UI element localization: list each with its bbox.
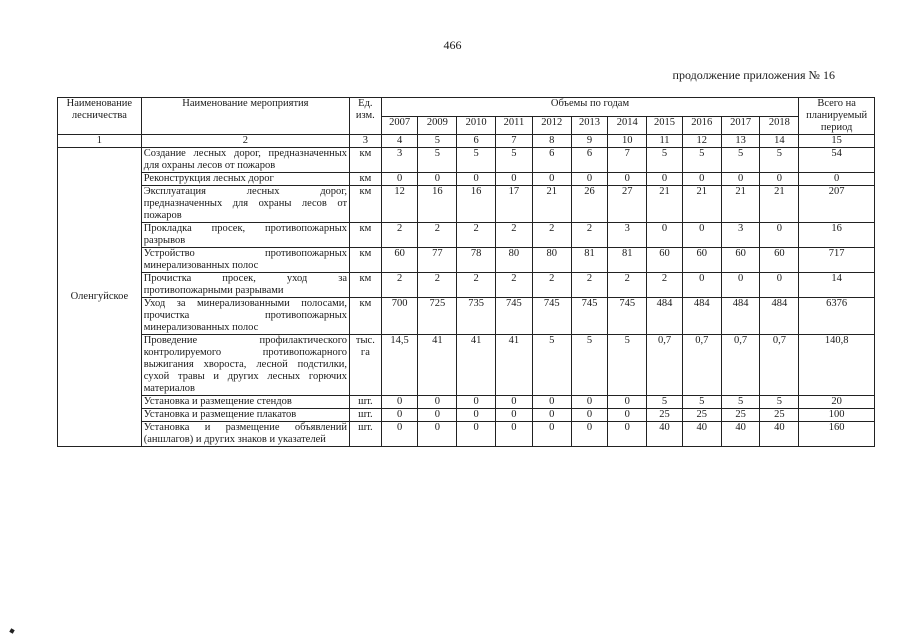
year-value-cell: 25 [682, 409, 721, 422]
forestry-name-cell: Оленгуйское [58, 148, 142, 447]
year-value-cell: 0 [496, 409, 533, 422]
total-cell: 54 [799, 148, 875, 173]
year-value-cell: 5 [418, 148, 457, 173]
activity-name-cell: Прокладка просек, противопожарных разрывов [141, 223, 349, 248]
year-value-cell: 0 [571, 173, 608, 186]
year-value-cell: 484 [721, 298, 760, 335]
column-number: 11 [647, 135, 683, 148]
year-value-cell: 41 [457, 335, 496, 396]
table-row [58, 248, 875, 273]
column-number: 4 [381, 135, 418, 148]
column-number-row [58, 135, 875, 148]
year-value-cell: 26 [571, 186, 608, 223]
header-year: 2013 [571, 116, 608, 135]
column-number: 7 [496, 135, 533, 148]
header-year: 2011 [496, 116, 533, 135]
year-value-cell: 80 [532, 248, 571, 273]
year-value-cell: 5 [571, 335, 608, 396]
year-value-cell: 21 [532, 186, 571, 223]
year-value-cell: 745 [496, 298, 533, 335]
year-value-cell: 60 [682, 248, 721, 273]
page-number: 466 [443, 38, 462, 52]
year-value-cell: 2 [418, 273, 457, 298]
header-year: 2014 [608, 116, 647, 135]
year-value-cell: 0 [418, 173, 457, 186]
year-value-cell: 0 [571, 422, 608, 447]
column-number: 13 [721, 135, 760, 148]
year-value-cell: 40 [647, 422, 683, 447]
year-value-cell: 2 [381, 273, 418, 298]
year-value-cell: 0 [721, 273, 760, 298]
total-cell: 0 [799, 173, 875, 186]
year-value-cell: 21 [647, 186, 683, 223]
column-number: 5 [418, 135, 457, 148]
year-value-cell: 484 [760, 298, 799, 335]
year-value-cell: 3 [608, 223, 647, 248]
year-value-cell: 60 [647, 248, 683, 273]
year-value-cell: 60 [381, 248, 418, 273]
header-unit: Ед. изм. [350, 98, 382, 135]
activity-name-cell: Уход за минерализованными полосами, прочистка противопожарных минерализованных полос [141, 298, 349, 335]
year-value-cell: 0 [496, 422, 533, 447]
year-value-cell: 0 [608, 422, 647, 447]
unit-cell: км [350, 173, 382, 186]
year-value-cell: 0 [682, 273, 721, 298]
table-header [58, 98, 875, 148]
column-number: 14 [760, 135, 799, 148]
year-value-cell: 25 [647, 409, 683, 422]
year-value-cell: 5 [682, 396, 721, 409]
total-cell: 140,8 [799, 335, 875, 396]
column-number: 10 [608, 135, 647, 148]
unit-cell: км [350, 186, 382, 223]
year-value-cell: 6 [571, 148, 608, 173]
column-number: 15 [799, 135, 875, 148]
header-year: 2017 [721, 116, 760, 135]
year-value-cell: 0 [381, 409, 418, 422]
year-value-cell: 25 [760, 409, 799, 422]
year-value-cell: 0,7 [760, 335, 799, 396]
unit-cell: км [350, 248, 382, 273]
fire-prevention-plan-table [57, 97, 875, 447]
year-value-cell: 0 [682, 173, 721, 186]
year-value-cell: 60 [760, 248, 799, 273]
year-value-cell: 0 [381, 173, 418, 186]
column-number: 9 [571, 135, 608, 148]
year-value-cell: 0 [381, 422, 418, 447]
year-value-cell: 0 [760, 223, 799, 248]
activity-name-cell: Прочистка просек, уход за противопожарными разрывами [141, 273, 349, 298]
year-value-cell: 21 [760, 186, 799, 223]
table-row [58, 148, 875, 173]
activity-name-cell: Установка и размещение плакатов [141, 409, 349, 422]
year-value-cell: 2 [496, 223, 533, 248]
year-value-cell: 21 [682, 186, 721, 223]
table-body [58, 148, 875, 447]
year-value-cell: 0 [532, 173, 571, 186]
year-value-cell: 81 [608, 248, 647, 273]
year-value-cell: 0 [647, 173, 683, 186]
year-value-cell: 5 [721, 396, 760, 409]
year-value-cell: 5 [682, 148, 721, 173]
unit-cell: км [350, 273, 382, 298]
total-cell: 717 [799, 248, 875, 273]
column-number: 1 [58, 135, 142, 148]
column-number: 12 [682, 135, 721, 148]
year-value-cell: 25 [721, 409, 760, 422]
unit-cell: шт. [350, 396, 382, 409]
activity-name-cell: Проведение профилактического контролируемого противопожарного выжигания хвороста, лесной подстилки, сухой травы и других лесных горючих материалов [141, 335, 349, 396]
total-cell: 6376 [799, 298, 875, 335]
table-row [58, 273, 875, 298]
header-year: 2007 [381, 116, 418, 135]
header-year: 2015 [647, 116, 683, 135]
year-value-cell: 700 [381, 298, 418, 335]
year-value-cell: 0 [760, 273, 799, 298]
year-value-cell: 0 [532, 396, 571, 409]
year-value-cell: 16 [457, 186, 496, 223]
year-value-cell: 484 [682, 298, 721, 335]
table-row [58, 173, 875, 186]
year-value-cell: 5 [647, 396, 683, 409]
year-value-cell: 0 [418, 396, 457, 409]
year-value-cell: 5 [457, 148, 496, 173]
total-cell: 100 [799, 409, 875, 422]
year-value-cell: 0 [682, 223, 721, 248]
year-value-cell: 0 [457, 396, 496, 409]
activity-name-cell: Эксплуатация лесных дорог, предназначенных для охраны лесов от пожаров [141, 186, 349, 223]
year-value-cell: 78 [457, 248, 496, 273]
header-year: 2016 [682, 116, 721, 135]
column-number: 3 [350, 135, 382, 148]
year-value-cell: 40 [682, 422, 721, 447]
header-year: 2009 [418, 116, 457, 135]
year-value-cell: 0 [571, 396, 608, 409]
year-value-cell: 0 [381, 396, 418, 409]
year-value-cell: 0 [457, 173, 496, 186]
activity-name-cell: Устройство противопожарных минерализованных полос [141, 248, 349, 273]
year-value-cell: 0 [608, 409, 647, 422]
year-value-cell: 2 [647, 273, 683, 298]
scan-mark [9, 628, 14, 633]
appendix-continuation-note: продолжение приложения № 16 [672, 68, 835, 82]
year-value-cell: 0,7 [721, 335, 760, 396]
year-value-cell: 0 [721, 173, 760, 186]
header-year: 2010 [457, 116, 496, 135]
year-value-cell: 735 [457, 298, 496, 335]
header-total: Всего на планируемый период [799, 98, 875, 135]
year-value-cell: 0 [496, 173, 533, 186]
unit-cell: км [350, 223, 382, 248]
unit-cell: тыс. га [350, 335, 382, 396]
year-value-cell: 0 [760, 173, 799, 186]
year-value-cell: 21 [721, 186, 760, 223]
year-value-cell: 27 [608, 186, 647, 223]
year-value-cell: 745 [608, 298, 647, 335]
year-value-cell: 3 [721, 223, 760, 248]
year-value-cell: 41 [496, 335, 533, 396]
year-value-cell: 2 [608, 273, 647, 298]
header-year: 2018 [760, 116, 799, 135]
total-cell: 16 [799, 223, 875, 248]
table-row [58, 409, 875, 422]
activity-name-cell: Установка и размещение объявлений (аншлагов) и других знаков и указателей [141, 422, 349, 447]
total-cell: 14 [799, 273, 875, 298]
year-value-cell: 2 [532, 273, 571, 298]
year-value-cell: 77 [418, 248, 457, 273]
unit-cell: км [350, 148, 382, 173]
year-value-cell: 60 [721, 248, 760, 273]
year-value-cell: 2 [571, 223, 608, 248]
year-value-cell: 80 [496, 248, 533, 273]
table-row [58, 335, 875, 396]
year-value-cell: 16 [418, 186, 457, 223]
unit-cell: шт. [350, 422, 382, 447]
header-activity: Наименование мероприятия [141, 98, 349, 135]
year-value-cell: 3 [381, 148, 418, 173]
year-value-cell: 0 [571, 409, 608, 422]
total-cell: 160 [799, 422, 875, 447]
year-value-cell: 2 [381, 223, 418, 248]
year-value-cell: 5 [721, 148, 760, 173]
year-value-cell: 0 [608, 396, 647, 409]
year-value-cell: 0 [532, 422, 571, 447]
year-value-cell: 6 [532, 148, 571, 173]
column-number: 8 [532, 135, 571, 148]
year-value-cell: 81 [571, 248, 608, 273]
year-value-cell: 5 [496, 148, 533, 173]
year-value-cell: 5 [532, 335, 571, 396]
year-value-cell: 0 [457, 422, 496, 447]
year-value-cell: 2 [496, 273, 533, 298]
year-value-cell: 745 [571, 298, 608, 335]
header-volumes-by-year: Объемы по годам [381, 98, 799, 117]
activity-name-cell: Реконструкция лесных дорог [141, 173, 349, 186]
total-cell: 207 [799, 186, 875, 223]
year-value-cell: 41 [418, 335, 457, 396]
year-value-cell: 17 [496, 186, 533, 223]
year-value-cell: 40 [760, 422, 799, 447]
year-value-cell: 2 [457, 273, 496, 298]
unit-cell: шт. [350, 409, 382, 422]
year-value-cell: 0 [496, 396, 533, 409]
table-row [58, 298, 875, 335]
year-value-cell: 0 [532, 409, 571, 422]
year-value-cell: 5 [760, 148, 799, 173]
column-number: 2 [141, 135, 349, 148]
year-value-cell: 7 [608, 148, 647, 173]
table-row [58, 396, 875, 409]
header-forestry: Наименование лесничества [58, 98, 142, 135]
year-value-cell: 725 [418, 298, 457, 335]
table-row [58, 186, 875, 223]
year-value-cell: 2 [571, 273, 608, 298]
table-row [58, 422, 875, 447]
year-value-cell: 14,5 [381, 335, 418, 396]
activity-name-cell: Создание лесных дорог, предназначенных для охраны лесов от пожаров [141, 148, 349, 173]
total-cell: 20 [799, 396, 875, 409]
year-value-cell: 40 [721, 422, 760, 447]
year-value-cell: 5 [608, 335, 647, 396]
year-value-cell: 0 [457, 409, 496, 422]
year-value-cell: 0 [418, 422, 457, 447]
year-value-cell: 0 [647, 223, 683, 248]
header-year: 2012 [532, 116, 571, 135]
year-value-cell: 2 [532, 223, 571, 248]
year-value-cell: 745 [532, 298, 571, 335]
year-value-cell: 484 [647, 298, 683, 335]
year-value-cell: 0 [418, 409, 457, 422]
year-value-cell: 12 [381, 186, 418, 223]
year-value-cell: 2 [457, 223, 496, 248]
year-value-cell: 5 [760, 396, 799, 409]
year-value-cell: 5 [647, 148, 683, 173]
column-number: 6 [457, 135, 496, 148]
activity-name-cell: Установка и размещение стендов [141, 396, 349, 409]
year-value-cell: 0,7 [647, 335, 683, 396]
table-row [58, 223, 875, 248]
unit-cell: км [350, 298, 382, 335]
year-value-cell: 2 [418, 223, 457, 248]
year-value-cell: 0,7 [682, 335, 721, 396]
year-value-cell: 0 [608, 173, 647, 186]
